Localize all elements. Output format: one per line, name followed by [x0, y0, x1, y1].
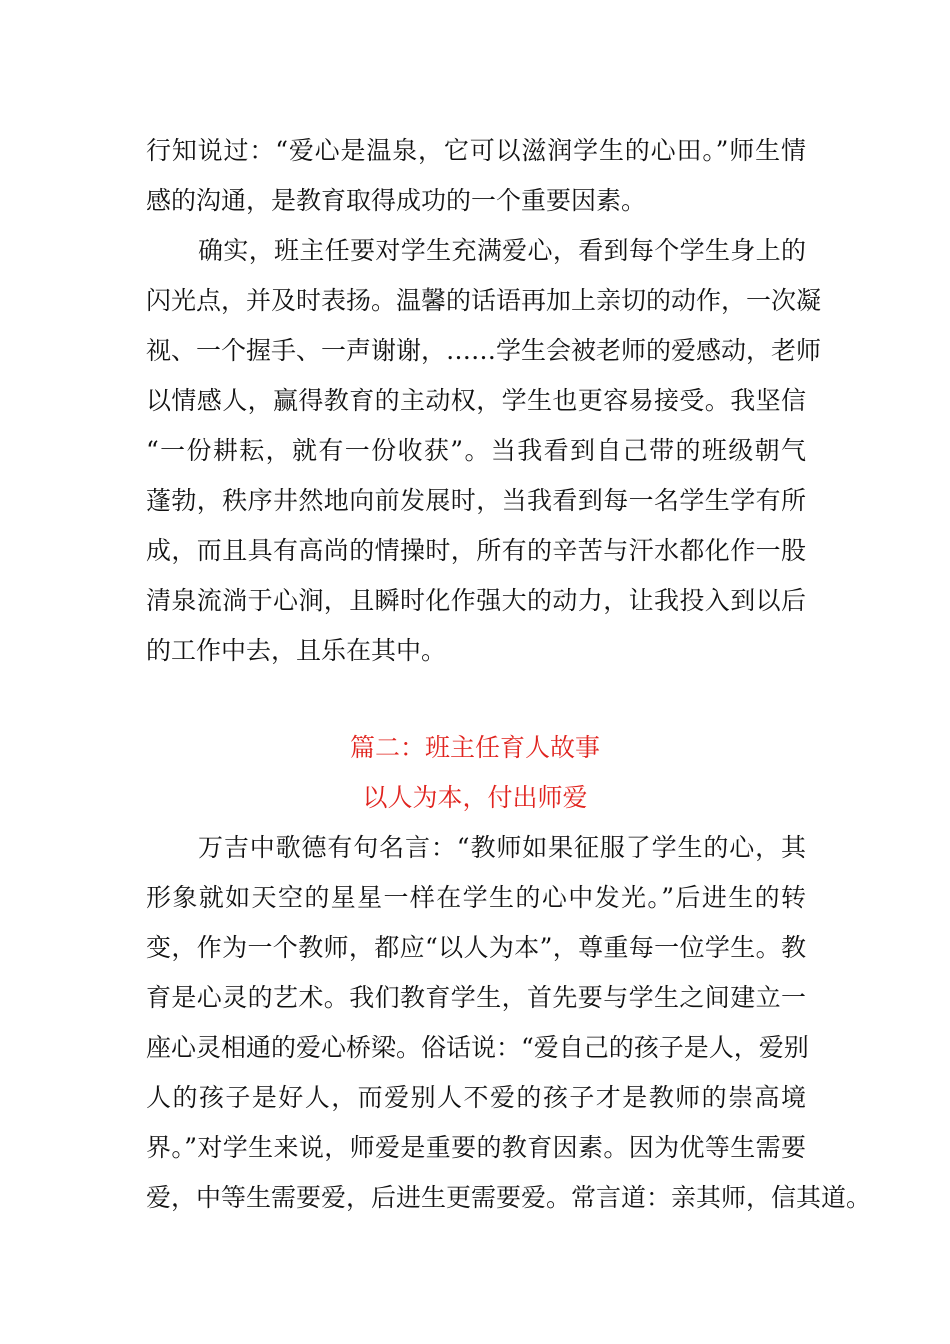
paragraph-line: 感的沟通，是教育取得成功的一个重要因素。 — [146, 186, 647, 215]
paragraph-line: 蓬勃，秩序井然地向前发展时，当我看到每一名学生学有所 — [146, 486, 806, 515]
paragraph-line: 行知说过：“爱心是温泉，它可以滋润学生的心田。”师生情 — [146, 136, 806, 165]
paragraph-line: 以情感人，赢得教育的主动权，学生也更容易接受。我坚信 — [146, 386, 806, 415]
paragraph-line: 界。”对学生来说，师爱是重要的教育因素。因为优等生需要 — [146, 1133, 806, 1162]
paragraph-line: 育是心灵的艺术。我们教育学生，首先要与学生之间建立一 — [146, 983, 806, 1012]
paragraph-line: 变，作为一个教师，都应“以人为本”，尊重每一位学生。教 — [146, 933, 806, 962]
paragraph-line: 爱，中等生需要爱，后进生更需要爱。常言道：亲其师，信其道。 — [146, 1183, 872, 1212]
paragraph-line: 确实，班主任要对学生充满爱心，看到每个学生身上的 — [198, 236, 806, 265]
section-subtitle: 以人为本，付出师爱 — [362, 783, 588, 812]
paragraph-line: 万吉中歌德有句名言：“教师如果征服了学生的心，其 — [198, 833, 806, 862]
paragraph-line: 座心灵相通的爱心桥梁。俗话说：“爱自己的孩子是人，爱别 — [146, 1033, 809, 1062]
section-title: 篇二：班主任育人故事 — [349, 733, 600, 762]
paragraph-line: 人的孩子是好人，而爱别人不爱的孩子才是教师的崇高境 — [146, 1083, 806, 1112]
paragraph-line: “一份耕耘，就有一份收获”。当我看到自己带的班级朝气 — [146, 436, 806, 465]
paragraph-line: 视、一个握手、一声谢谢，……学生会被老师的爱感动，老师 — [146, 336, 822, 365]
paragraph-line: 的工作中去，且乐在其中。 — [146, 636, 447, 665]
paragraph-line: 形象就如天空的星星一样在学生的心中发光。”后进生的转 — [146, 883, 806, 912]
paragraph-line: 闪光点，并及时表扬。温馨的话语再加上亲切的动作，一次凝 — [146, 286, 822, 315]
paragraph-line: 清泉流淌于心涧，且瞬时化作强大的动力，让我投入到以后 — [146, 586, 806, 615]
paragraph-line: 成，而且具有高尚的情操时，所有的辛苦与汗水都化作一股 — [146, 536, 806, 565]
